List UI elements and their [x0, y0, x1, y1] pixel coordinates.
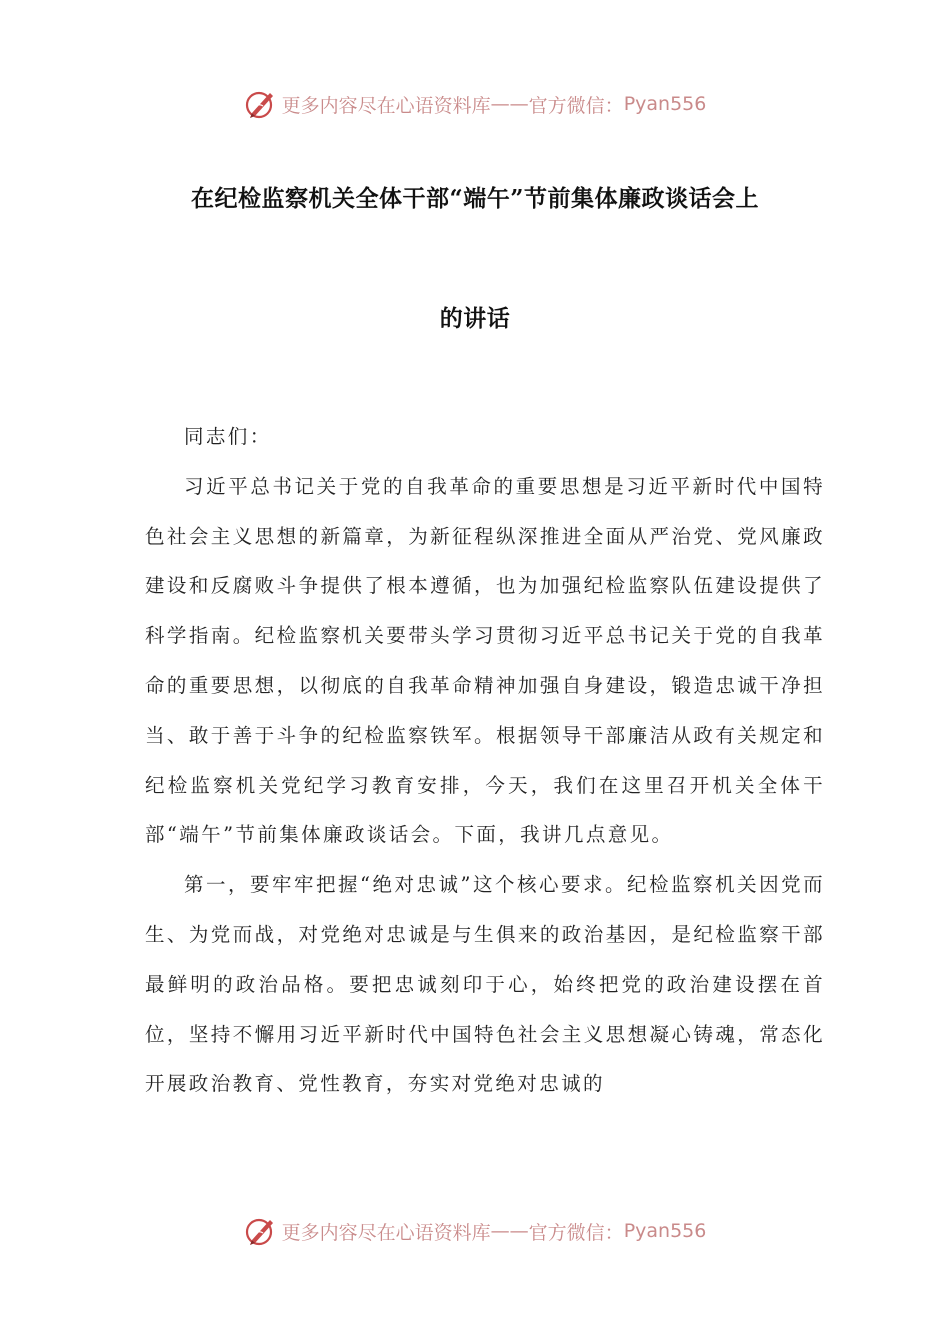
- salutation: 同志们：: [184, 425, 272, 448]
- document-title-line1: 在纪检监察机关全体干部“端午”节前集体廉政谈话会上: [191, 185, 759, 212]
- banner-dash: ——: [490, 93, 529, 115]
- document-title-line2: 的讲话: [439, 305, 511, 332]
- banner-main-text: 更多内容尽在心语资料库: [281, 94, 491, 117]
- pen-logo-icon: [244, 87, 278, 121]
- document-body: [145, 412, 825, 1109]
- banner-wechat-id: Pyan556: [623, 1220, 707, 1242]
- banner-wechat-id: Pyan556: [623, 93, 707, 115]
- banner-label: 官方微信：: [528, 1221, 624, 1244]
- banner-label: 官方微信：: [528, 94, 624, 117]
- pen-logo-icon: [244, 1214, 278, 1248]
- header-banner: [0, 84, 950, 124]
- banner-dash: ——: [490, 1220, 529, 1242]
- footer-banner: [0, 1211, 950, 1251]
- body-paragraph: 习近平总书记关于党的自我革命的重要思想是习近平新时代中国特色社会主义思想的新篇章，为新征程纵深推进全面从严治党、党风廉政建设和反腐败斗争提供了根本遵循，也为加强纪检监察队伍建设提供了科学指南。纪检监察机关要带头学习贯彻习近平总书记关于党的自我革命的重要思想，以彻底的自我革命精神加强自身建设，锻造忠诚干净担当、敢于善于斗争的纪检监察铁军。根据领导干部廉洁从政有关规定和纪检监察机关党纪学习教育安排，今天，我们在这里召开机关全体干部“端午”节前集体廉政谈话会。下面，我讲几点意见。: [145, 474, 825, 847]
- banner-main-text: 更多内容尽在心语资料库: [281, 1221, 491, 1244]
- body-paragraph: 第一，要牢牢把握“绝对忠诚”这个核心要求。纪检监察机关因党而生、为党而战，对党绝对忠诚是与生俱来的政治基因，是纪检监察干部最鲜明的政治品格。要把忠诚刻印于心，始终把党的政治建设摆在首位，坚持不懈用习近平新时代中国特色社会主义思想凝心铸魂，常态化开展政治教育、党性教育，夯实对党绝对忠诚的: [145, 873, 825, 1096]
